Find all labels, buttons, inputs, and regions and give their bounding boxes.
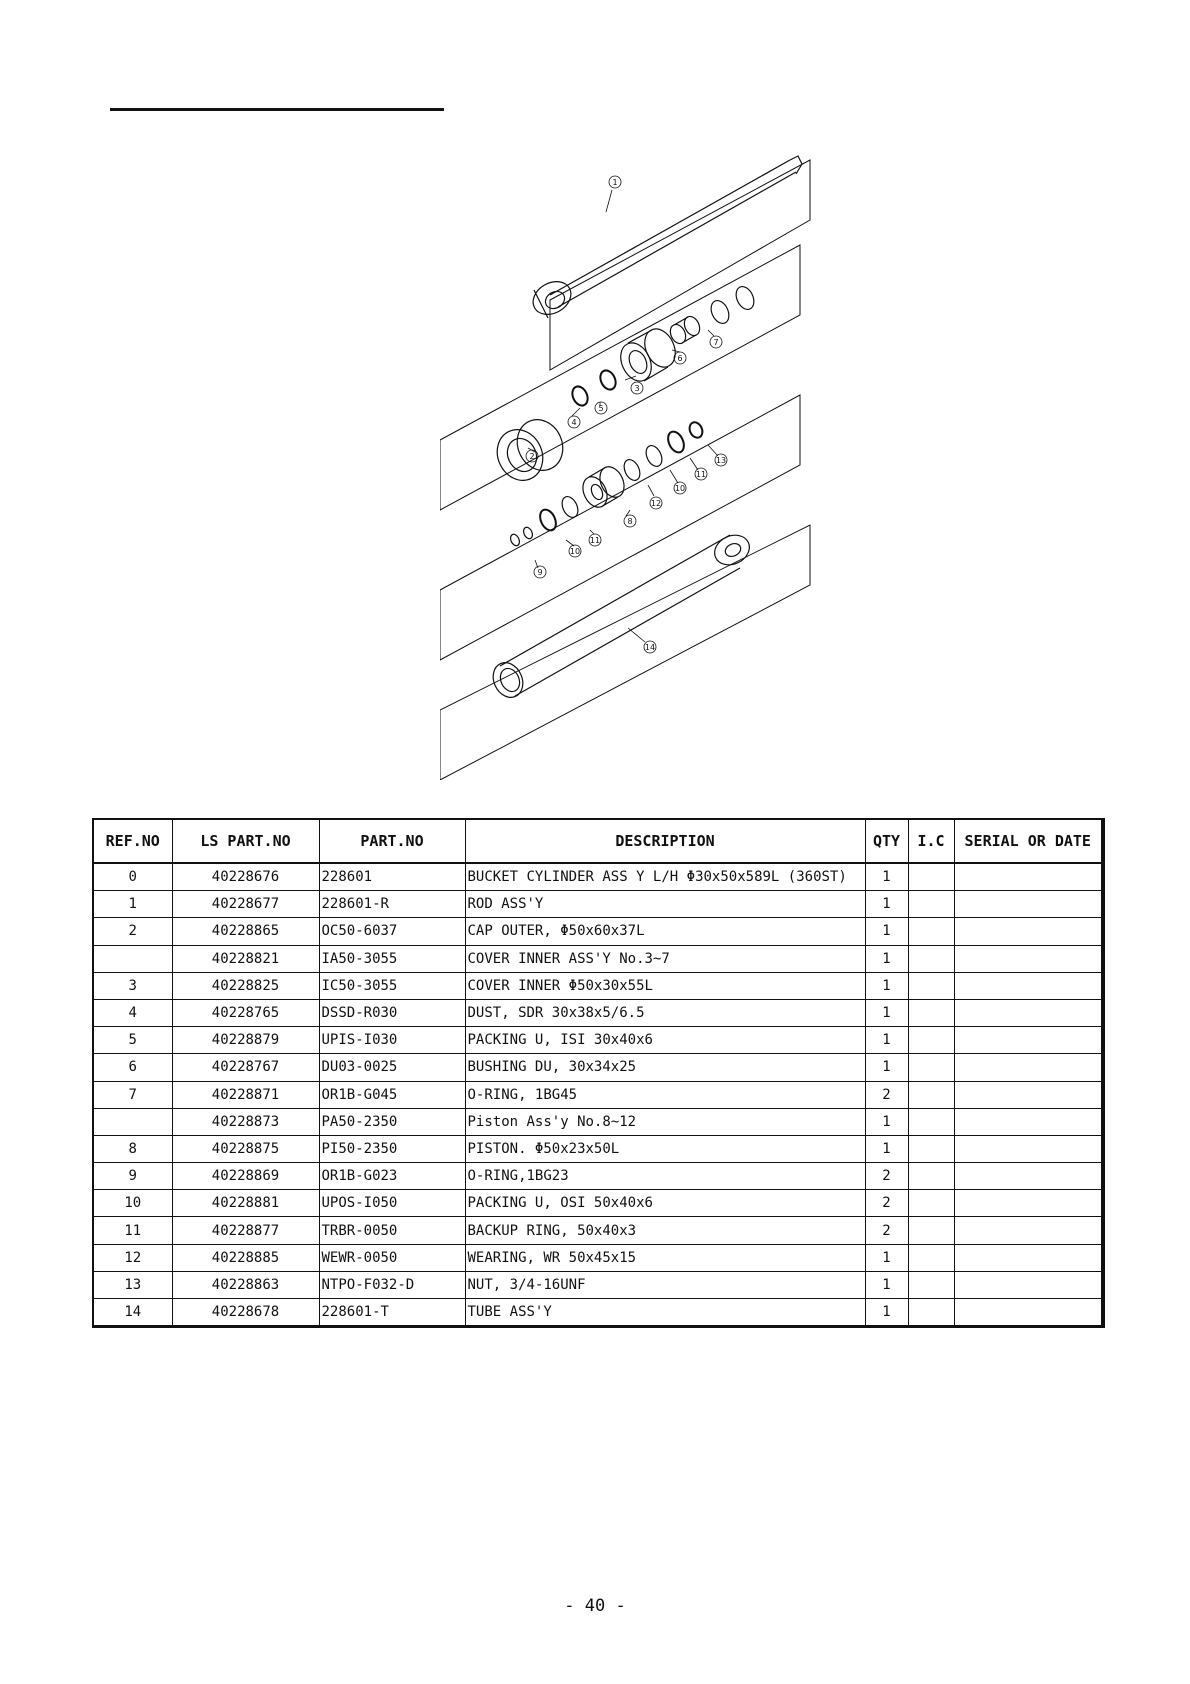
part-no-cell: 228601 xyxy=(319,863,465,891)
backup-ring-part xyxy=(559,494,581,520)
piston-part xyxy=(578,463,628,511)
ref-no-cell: 12 xyxy=(93,1244,172,1271)
qty-cell: 1 xyxy=(865,945,908,972)
serial-cell xyxy=(954,918,1103,945)
qty-cell: 1 xyxy=(865,1108,908,1135)
table-row xyxy=(93,1299,1103,1327)
description-cell: TUBE ASS'Y xyxy=(465,1299,865,1327)
callout-label: 14 xyxy=(644,643,656,652)
serial-cell xyxy=(954,1163,1103,1190)
qty-cell: 1 xyxy=(865,1135,908,1162)
callout-label: 8 xyxy=(627,517,633,526)
part-no-cell: UPOS-I050 xyxy=(319,1190,465,1217)
ic-cell xyxy=(908,891,954,918)
callout-label: 5 xyxy=(598,404,604,413)
callout-label: 2 xyxy=(529,452,535,461)
table-row xyxy=(93,999,1103,1026)
ref-no-cell: 1 xyxy=(93,891,172,918)
table-row xyxy=(93,1108,1103,1135)
table-row xyxy=(93,863,1103,891)
o-ring-part xyxy=(522,526,534,540)
ic-cell xyxy=(908,972,954,999)
part-no-cell: OC50-6037 xyxy=(319,918,465,945)
table-row xyxy=(93,1163,1103,1190)
table-row xyxy=(93,918,1103,945)
ic-cell xyxy=(908,1108,954,1135)
table-row xyxy=(93,1027,1103,1054)
ref-no-cell: 7 xyxy=(93,1081,172,1108)
ref-no-cell: 9 xyxy=(93,1163,172,1190)
ic-cell xyxy=(908,1027,954,1054)
cover-inner-part xyxy=(615,324,681,386)
callout-label: 7 xyxy=(713,338,719,347)
ic-cell xyxy=(908,1190,954,1217)
ref-no-cell xyxy=(93,1108,172,1135)
ls-part-no-cell: 40228871 xyxy=(172,1081,319,1108)
callout-label: 12 xyxy=(650,499,662,508)
ic-cell xyxy=(908,1081,954,1108)
part-no-cell: IC50-3055 xyxy=(319,972,465,999)
qty-cell: 1 xyxy=(865,1027,908,1054)
ref-no-cell: 11 xyxy=(93,1217,172,1244)
ic-cell xyxy=(908,863,954,891)
ref-no-cell: 3 xyxy=(93,972,172,999)
qty-cell: 2 xyxy=(865,1217,908,1244)
part-no-cell: DSSD-R030 xyxy=(319,999,465,1026)
ic-cell xyxy=(908,1163,954,1190)
callout-label: 11 xyxy=(695,470,707,479)
serial-cell xyxy=(954,1108,1103,1135)
part-no-cell: WEWR-0050 xyxy=(319,1244,465,1271)
ic-cell xyxy=(908,945,954,972)
description-cell: PACKING U, OSI 50x40x6 xyxy=(465,1190,865,1217)
callout-label: 6 xyxy=(677,354,683,363)
serial-cell xyxy=(954,1135,1103,1162)
backup-ring-part xyxy=(643,443,665,469)
ic-cell xyxy=(908,1135,954,1162)
table-row xyxy=(93,1244,1103,1271)
description-cell: COVER INNER ASS'Y No.3~7 xyxy=(465,945,865,972)
ls-part-no-cell: 40228875 xyxy=(172,1135,319,1162)
ic-cell xyxy=(908,1054,954,1081)
description-cell: O-RING,1BG23 xyxy=(465,1163,865,1190)
qty-cell: 1 xyxy=(865,972,908,999)
ic-cell xyxy=(908,918,954,945)
o-ring-part xyxy=(509,533,521,547)
panel-tube xyxy=(440,525,810,780)
ls-part-no-cell: 40228767 xyxy=(172,1054,319,1081)
part-no-cell: UPIS-I030 xyxy=(319,1027,465,1054)
serial-cell xyxy=(954,1027,1103,1054)
serial-cell xyxy=(954,863,1103,891)
col-header-part-no: PART.NO xyxy=(319,819,465,863)
col-header-ref-no: REF.NO xyxy=(93,819,172,863)
table-row xyxy=(93,945,1103,972)
table-row xyxy=(93,1081,1103,1108)
title-underline xyxy=(110,108,444,111)
table-row xyxy=(93,1135,1103,1162)
ls-part-no-cell: 40228863 xyxy=(172,1271,319,1298)
ref-no-cell: 13 xyxy=(93,1271,172,1298)
qty-cell: 1 xyxy=(865,1244,908,1271)
ref-no-cell: 14 xyxy=(93,1299,172,1327)
ref-no-cell: 2 xyxy=(93,918,172,945)
serial-cell xyxy=(954,1081,1103,1108)
serial-cell xyxy=(954,1217,1103,1244)
dust-seal-part xyxy=(569,384,590,408)
serial-cell xyxy=(954,1271,1103,1298)
qty-cell: 1 xyxy=(865,918,908,945)
description-cell: NUT, 3/4-16UNF xyxy=(465,1271,865,1298)
serial-cell xyxy=(954,945,1103,972)
ref-no-cell: 0 xyxy=(93,863,172,891)
ls-part-no-cell: 40228677 xyxy=(172,891,319,918)
ref-no-cell: 6 xyxy=(93,1054,172,1081)
description-cell: DUST, SDR 30x38x5/6.5 xyxy=(465,999,865,1026)
callout-label: 3 xyxy=(634,384,640,393)
packing-u-part xyxy=(537,507,559,533)
packing-u-part xyxy=(665,429,687,455)
ls-part-no-cell: 40228881 xyxy=(172,1190,319,1217)
o-ring-part xyxy=(708,298,733,327)
part-no-cell: PA50-2350 xyxy=(319,1108,465,1135)
description-cell: BUCKET CYLINDER ASS Y L/H Φ30x50x589L (360ST) xyxy=(465,863,865,891)
description-cell: BACKUP RING, 50x40x3 xyxy=(465,1217,865,1244)
part-no-cell: IA50-3055 xyxy=(319,945,465,972)
ls-part-no-cell: 40228678 xyxy=(172,1299,319,1327)
qty-cell: 1 xyxy=(865,1054,908,1081)
callout-label: 10 xyxy=(569,547,581,556)
table-row xyxy=(93,1054,1103,1081)
exploded-parts-diagram xyxy=(440,140,860,780)
part-no-cell: 228601-T xyxy=(319,1299,465,1327)
callout-label: 10 xyxy=(674,484,686,493)
ls-part-no-cell: 40228885 xyxy=(172,1244,319,1271)
description-cell: PACKING U, ISI 30x40x6 xyxy=(465,1027,865,1054)
serial-cell xyxy=(954,891,1103,918)
panel-head xyxy=(440,245,800,510)
wearing-part xyxy=(621,457,643,483)
part-no-cell: NTPO-F032-D xyxy=(319,1271,465,1298)
ls-part-no-cell: 40228877 xyxy=(172,1217,319,1244)
table-header-row xyxy=(93,819,1103,863)
ref-no-cell: 8 xyxy=(93,1135,172,1162)
col-header-ls-part-no: LS PART.NO xyxy=(172,819,319,863)
part-no-cell: OR1B-G045 xyxy=(319,1081,465,1108)
table-row xyxy=(93,891,1103,918)
callout-label: 4 xyxy=(571,418,577,427)
serial-cell xyxy=(954,1244,1103,1271)
parts-table-container xyxy=(92,818,1102,1328)
ref-no-cell: 10 xyxy=(93,1190,172,1217)
ic-cell xyxy=(908,999,954,1026)
col-header-qty: QTY xyxy=(865,819,908,863)
callout-label: 9 xyxy=(537,568,543,577)
o-ring-part xyxy=(733,284,758,313)
part-no-cell: TRBR-0050 xyxy=(319,1217,465,1244)
callout-label: 1 xyxy=(612,178,618,187)
part-no-cell: PI50-2350 xyxy=(319,1135,465,1162)
col-header-ic: I.C xyxy=(908,819,954,863)
ls-part-no-cell: 40228869 xyxy=(172,1163,319,1190)
qty-cell: 1 xyxy=(865,1299,908,1327)
qty-cell: 1 xyxy=(865,999,908,1026)
qty-cell: 2 xyxy=(865,1190,908,1217)
ic-cell xyxy=(908,1271,954,1298)
table-row xyxy=(93,1190,1103,1217)
description-cell: CAP OUTER, Φ50x60x37L xyxy=(465,918,865,945)
ls-part-no-cell: 40228825 xyxy=(172,972,319,999)
serial-cell xyxy=(954,1054,1103,1081)
serial-cell xyxy=(954,972,1103,999)
col-header-description: DESCRIPTION xyxy=(465,819,865,863)
parts-table xyxy=(92,818,1105,1328)
qty-cell: 1 xyxy=(865,1271,908,1298)
nut-part xyxy=(687,420,705,440)
packing-u-part xyxy=(597,368,618,392)
qty-cell: 2 xyxy=(865,1081,908,1108)
description-cell: BUSHING DU, 30x34x25 xyxy=(465,1054,865,1081)
ref-no-cell xyxy=(93,945,172,972)
col-header-serial-or-date: SERIAL OR DATE xyxy=(954,819,1103,863)
tube-part xyxy=(488,530,755,703)
ls-part-no-cell: 40228873 xyxy=(172,1108,319,1135)
ls-part-no-cell: 40228765 xyxy=(172,999,319,1026)
ic-cell xyxy=(908,1217,954,1244)
description-cell: O-RING, 1BG45 xyxy=(465,1081,865,1108)
page-number: - 40 - xyxy=(564,1596,626,1616)
serial-cell xyxy=(954,1299,1103,1327)
callout-label: 13 xyxy=(715,456,727,465)
description-cell: Piston Ass'y No.8~12 xyxy=(465,1108,865,1135)
ref-no-cell: 4 xyxy=(93,999,172,1026)
qty-cell: 2 xyxy=(865,1163,908,1190)
part-no-cell: OR1B-G023 xyxy=(319,1163,465,1190)
serial-cell xyxy=(954,999,1103,1026)
qty-cell: 1 xyxy=(865,863,908,891)
panel-rod xyxy=(550,160,810,370)
table-row xyxy=(93,1271,1103,1298)
description-cell: COVER INNER Φ50x30x55L xyxy=(465,972,865,999)
ic-cell xyxy=(908,1299,954,1327)
description-cell: PISTON. Φ50x23x50L xyxy=(465,1135,865,1162)
ls-part-no-cell: 40228879 xyxy=(172,1027,319,1054)
part-no-cell: 228601-R xyxy=(319,891,465,918)
ls-part-no-cell: 40228676 xyxy=(172,863,319,891)
description-cell: ROD ASS'Y xyxy=(465,891,865,918)
serial-cell xyxy=(954,1190,1103,1217)
description-cell: WEARING, WR 50x45x15 xyxy=(465,1244,865,1271)
qty-cell: 1 xyxy=(865,891,908,918)
ls-part-no-cell: 40228865 xyxy=(172,918,319,945)
ls-part-no-cell: 40228821 xyxy=(172,945,319,972)
table-row xyxy=(93,972,1103,999)
ic-cell xyxy=(908,1244,954,1271)
part-no-cell: DU03-0025 xyxy=(319,1054,465,1081)
ref-no-cell: 5 xyxy=(93,1027,172,1054)
callout-label: 11 xyxy=(589,536,601,545)
table-row xyxy=(93,1217,1103,1244)
